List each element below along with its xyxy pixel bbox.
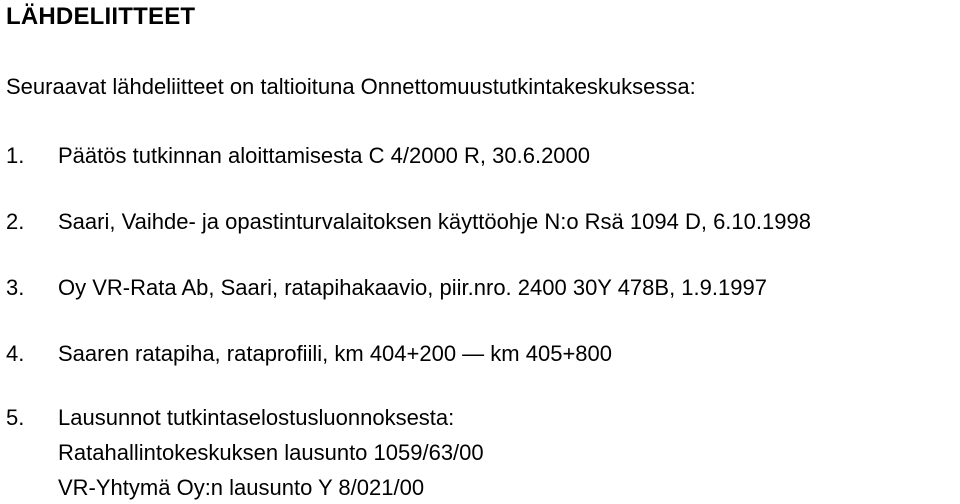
reference-text: Lausunnot tutkintaselostusluonnoksesta: xyxy=(58,405,455,430)
reference-item-2 xyxy=(6,209,811,235)
reference-text: Saari, Vaihde- ja opastinturvalaitoksen käyttöohje N:o Rsä 1094 D, 6.10.1998 xyxy=(58,209,811,234)
document-title: LÄHDELIITTEET xyxy=(6,3,196,30)
reference-text: Oy VR-Rata Ab, Saari, ratapihakaavio, piir.nro. 2400 30Y 478B, 1.9.1997 xyxy=(58,275,767,300)
reference-item-5 xyxy=(6,405,454,431)
reference-item-1 xyxy=(6,143,590,169)
intro-paragraph: Seuraavat lähdeliitteet on taltioituna Onnettomuustutkintakeskuksessa: xyxy=(6,74,696,99)
reference-number: 1. xyxy=(6,143,25,168)
reference-item-4 xyxy=(6,341,612,367)
reference-number: 4. xyxy=(6,341,25,366)
reference-number: 3. xyxy=(6,275,25,300)
reference-text: Saaren ratapiha, rataprofiili, km 404+200 — km 405+800 xyxy=(58,341,612,366)
reference-text: Päätös tutkinnan aloittamisesta C 4/2000 R, 30.6.2000 xyxy=(58,143,591,168)
reference-item-3 xyxy=(6,275,767,301)
reference-number: 2. xyxy=(6,209,25,234)
reference-sub-line-2: VR-Yhtymä Oy:n lausunto Y 8/021/00 xyxy=(58,475,425,500)
reference-sub-line-1: Ratahallintokeskuksen lausunto 1059/63/00 xyxy=(58,440,484,465)
reference-number: 5. xyxy=(6,405,25,430)
